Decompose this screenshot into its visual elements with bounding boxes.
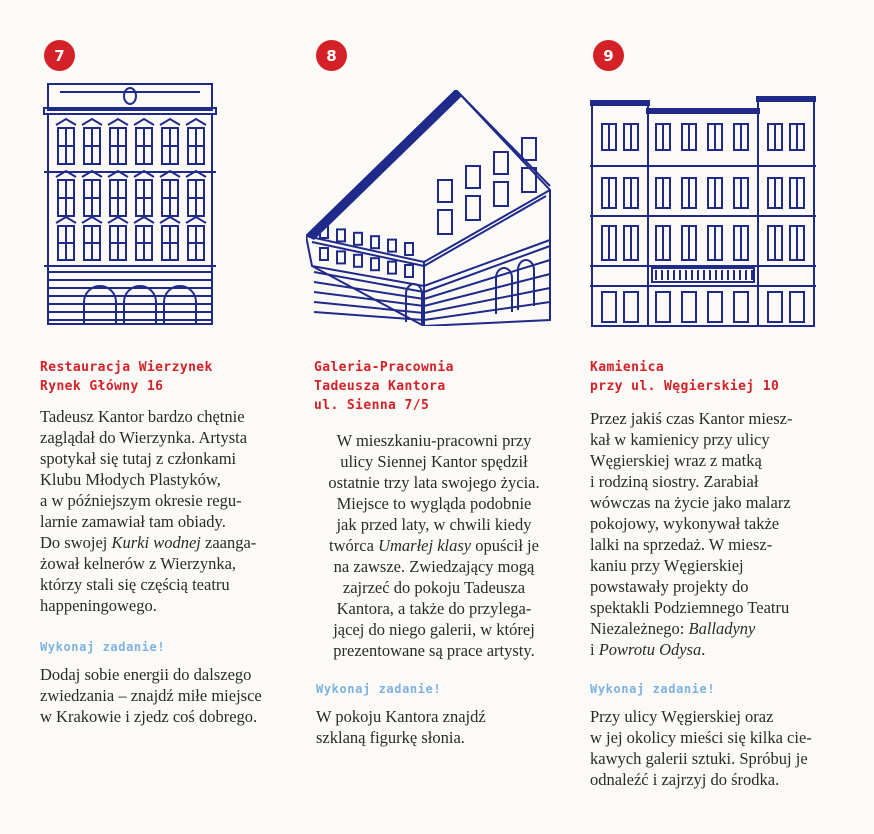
text-line: na zawsze. Zwiedzający mogą — [333, 557, 535, 576]
text-line: Węgierskiej wraz z matką — [590, 451, 762, 470]
text-line: larnie zamawiał tam obiady. — [40, 512, 226, 531]
location-number-badge: 7 — [44, 40, 75, 71]
text-line: kawych galerii sztuki. Spróbuj je — [590, 749, 808, 768]
task-heading: Wykonaj zadanie! — [316, 682, 442, 696]
text-line: zwiedzania – znajdź miłe miejsce — [40, 686, 262, 705]
text-line: Miejsce to wygląda podobnie — [336, 494, 532, 513]
task-description — [316, 706, 566, 748]
text-line: ostatnie trzy lata swojego życia. — [328, 473, 540, 492]
location-description — [40, 406, 280, 616]
text-line: zaglądał do Wierzynka. Artysta — [40, 428, 248, 447]
text-line: Klubu Młodych Plastyków, — [40, 470, 221, 489]
text-line: Przy ulicy Węgierskiej oraz — [590, 707, 774, 726]
text-line: Do swojej Kurki wodnej zaanga- — [40, 533, 257, 552]
building-wegierska-illustration — [590, 96, 816, 328]
location-title: Galeria-Pracownia Tadeusza Kantora ul. Sienna 7/5 — [314, 360, 454, 413]
text-line: powstawały projekty do — [590, 577, 749, 596]
text-line: i rodziną siostry. Zarabiał — [590, 472, 759, 491]
text-line: pokojowy, wykonywał także — [590, 514, 780, 533]
text-line: Dodaj sobie energii do dalszego — [40, 665, 252, 684]
text-line: kaniu przy Węgierskiej — [590, 556, 744, 575]
text-line: w jej okolicy mieści się kilka cie- — [590, 728, 812, 747]
location-column-8 — [306, 0, 556, 834]
text-line: W mieszkaniu-pracowni przy — [336, 431, 532, 450]
location-number-badge: 8 — [316, 40, 347, 71]
text-line: którzy stali się częścią teatru — [40, 575, 230, 594]
text-line: i Powrotu Odysa. — [590, 640, 706, 659]
text-line: prezentowane są prace artysty. — [333, 641, 535, 660]
task-heading: Wykonaj zadanie! — [40, 640, 166, 654]
text-line: twórca Umarłej klasy opuścił je — [329, 536, 539, 555]
building-sienna-illustration — [306, 90, 558, 326]
task-description — [590, 706, 840, 790]
location-column-7 — [40, 0, 280, 834]
location-title: Kamienica przy ul. Węgierskiej 10 — [590, 360, 780, 394]
location-description — [314, 430, 554, 661]
task-description — [40, 664, 280, 727]
text-line: Kantora, a także do przylega- — [336, 599, 532, 618]
text-line: jącej do niego galerii, w której — [333, 620, 535, 639]
text-line: spektakli Podziemnego Teatru — [590, 598, 790, 617]
text-line: spotykał się tutaj z członkami — [40, 449, 237, 468]
location-number-badge: 9 — [593, 40, 624, 71]
building-wierzynek-illustration — [40, 80, 220, 326]
text-line: jak przed laty, w chwili kiedy — [336, 515, 532, 534]
text-line: Tadeusz Kantor bardzo chętnie — [40, 407, 245, 426]
text-line: happeningowego. — [40, 596, 157, 615]
task-heading: Wykonaj zadanie! — [590, 682, 716, 696]
location-description — [590, 408, 840, 660]
text-line: kał w kamienicy przy ulicy — [590, 430, 770, 449]
text-line: w Krakowie i zjedz coś dobrego. — [40, 707, 258, 726]
text-line: wówczas na życie jako malarz — [590, 493, 791, 512]
text-line: szklaną figurkę słonia. — [316, 728, 465, 747]
text-line: lalki na sprzedaż. W miesz- — [590, 535, 773, 554]
text-line: ulicy Siennej Kantor spędził — [340, 452, 528, 471]
text-line: odnaleźć i zajrzyj do środka. — [590, 770, 780, 789]
text-line: Przez jakiś czas Kantor miesz- — [590, 409, 793, 428]
location-title: Restauracja Wierzynek Rynek Główny 16 — [40, 360, 213, 394]
text-line: zajrzeć do pokoju Tadeusza — [342, 578, 526, 597]
text-line: Niezależnego: Balladyny — [590, 619, 756, 638]
text-line: W pokoju Kantora znajdź — [316, 707, 486, 726]
location-column-9 — [590, 0, 840, 834]
text-line: a w późniejszym okresie regu- — [40, 491, 242, 510]
text-line: żował kelnerów z Wierzynka, — [40, 554, 237, 573]
